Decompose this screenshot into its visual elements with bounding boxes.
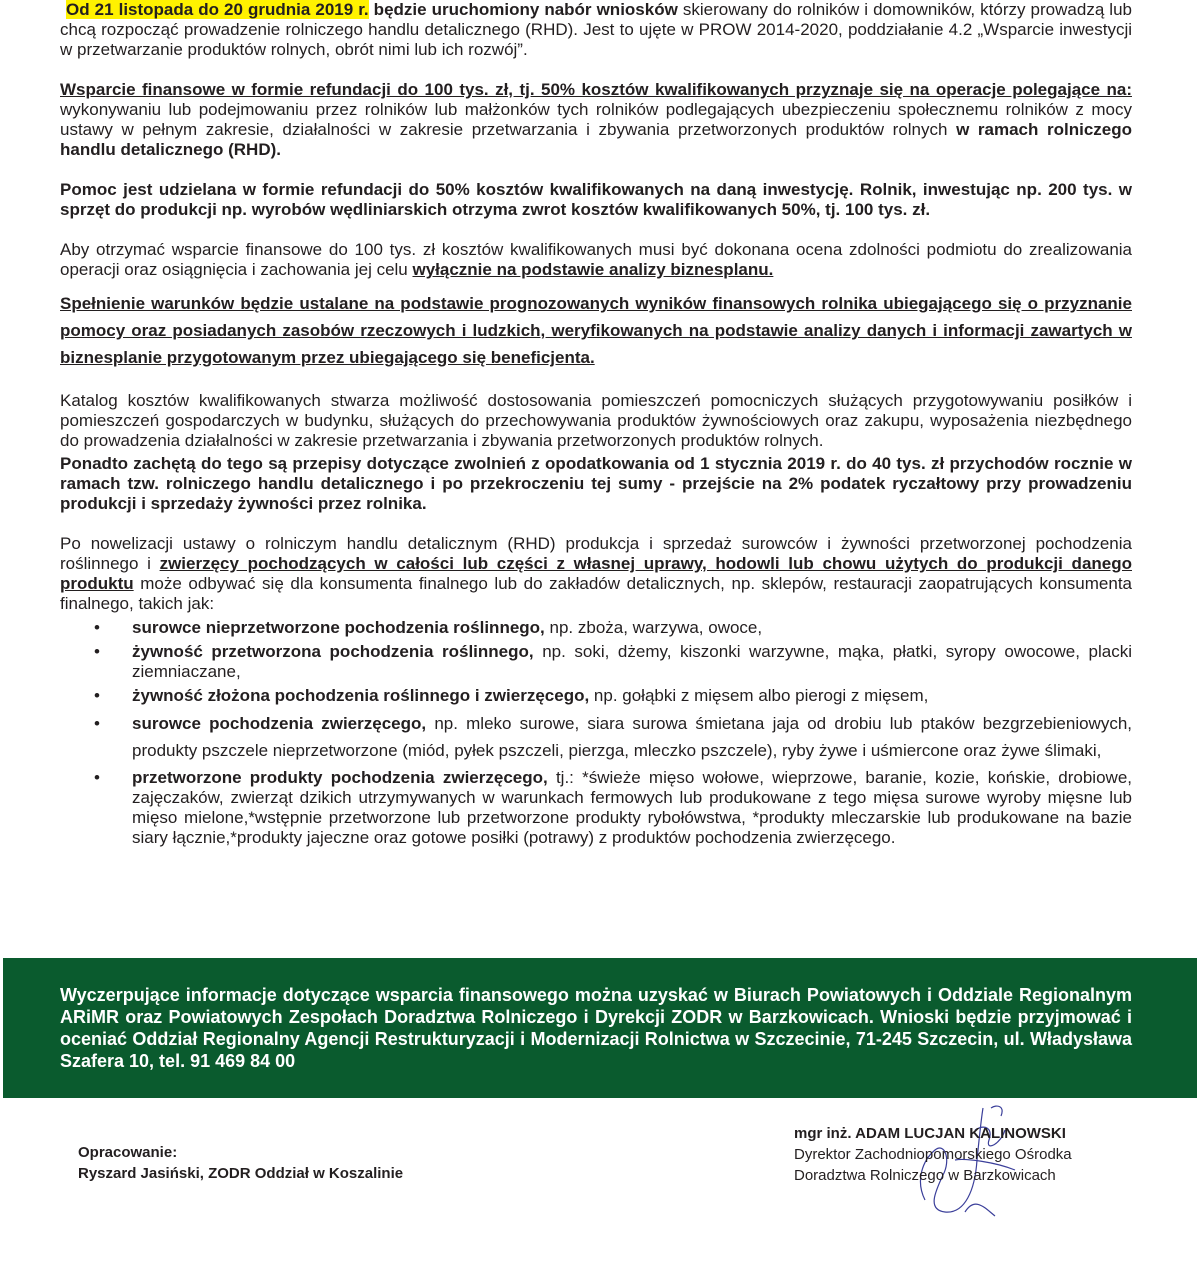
highlighted-dates: Od 21 listopada do 20 grudnia 2019 r. [66, 0, 369, 19]
list-item-text: np. soki, dżemy, kiszonki warzywne, mąka, płatki, syropy owocowe, placki ziemniaczane, [132, 642, 1132, 681]
paragraph-refund: Pomoc jest udzielana w formie refundacji do 50% kosztów kwalifikowanych na daną inwestycję. Rolnik, inwestując np. 200 tys. w sprzęt do produkcji np. wyrobów wędliniarskich otrzyma zwrot kosztów kwalifikowanych 50%, tj. 100 tys. zł. [60, 180, 1132, 219]
list-item-bold: przetworzone produkty pochodzenia zwierzęcego, [132, 768, 548, 787]
amendment-animal: zwierzęcy pochodzących w całości lub części z własnej uprawy, hodowli lub chowu użytych do produkcji danego produktu [60, 554, 1132, 593]
paragraph-funding [60, 80, 1132, 160]
list-item-text: np. zboża, warzywa, owoce, [544, 618, 763, 637]
signer-title-line1: Dyrektor Zachodniopomorskiego Ośrodka [794, 1146, 1072, 1163]
list-item-bold: surowce nieprzetworzone pochodzenia roślinnego, [132, 618, 545, 637]
bullet-icon: • [94, 768, 100, 787]
funding-text: wykonywaniu lub podejmowaniu przez rolników lub małżonków tych rolników podlegających ubezpieczeniu społecznemu rolników z mocy ustawy w pełnym zakresie, działalności w zakresie przetwarzania i zbywania przetworzonych produktów rolnych [60, 100, 1132, 139]
list-item [60, 686, 1132, 706]
intro-text: skierowany do rolników i domowników, którzy prowadzą lub chcą rozpocząć prowadzenie rolniczego handlu detalicznego (RHD). Jest to ujęte w PROW 2014-2020, poddziałanie 4.2 „Wsparcie inwestycji w przetwarzanie produktów rolnych, obrót nimi lub ich rozwój”. [60, 0, 1132, 59]
bullet-icon: • [94, 642, 100, 661]
info-banner-text: Wyczerpujące informacje dotyczące wsparcia finansowego można uzyskać w Biurach Powiatowych i Oddziale Regionalnym ARiMR oraz Powiatowych Zespołach Doradztwa Rolniczego i Dyrekcji ZODR w Barzkowicach. Wnioski będzie przyjmować i oceniać Oddział Regionalny Agencji Restrukturyzacji i Modernizacji Rolnictwa w Szczecinie, 71-245 Szczecin, ul. Władysława Szafera 10, tel. 91 469 84 00 [60, 985, 1132, 1071]
assessment-business-plan: wyłącznie na podstawie analizy biznesplanu. [412, 260, 774, 279]
list-item-text: np. mleko surowe, siara surowa śmietana jaja od drobiu lub ptaków bezgrzebieniowych, produkty pszczele nieprzetworzone (miód, pyłek pszczeli, pierzga, mleczko pszczele), ryby żywe i uśmiercone oraz żywe ślimaki, [132, 714, 1133, 760]
list-item [60, 768, 1132, 848]
list-item-bold: żywność złożona pochodzenia roślinnego i zwierzęcego, [132, 686, 590, 705]
list-item [60, 642, 1132, 682]
signer-title-line2: Doradztwa Rolniczego w Barzkowicach [794, 1167, 1056, 1184]
assessment-text: Aby otrzymać wsparcie finansowe do 100 tys. zł kosztów kwalifikowanych musi być dokonana ocena zdolności podmiotu do zrealizowania operacji oraz osiągnięcia i zachowania jej celu [60, 240, 1132, 279]
products-list [60, 618, 1132, 848]
paragraph-catalog: Katalog kosztów kwalifikowanych stwarza możliwość dostosowania pomieszczeń pomocniczych służących przygotowywaniu posiłków i pomieszczeń gospodarczych w budynku, służących do przechowywania produktów żywnościowych oraz zakupu, wyposażenia niezbędnego do prowadzenia działalności w zakresie przetwarzania i zbywania przetworzonych produktów rolnych. [60, 391, 1132, 450]
list-item-bold: żywność przetworzona pochodzenia roślinnego, [132, 642, 534, 661]
intro-bold: będzie uruchomiony nabór wniosków [368, 0, 678, 19]
paragraph-assessment [60, 240, 1132, 280]
list-item-bold: surowce pochodzenia zwierzęcego, [132, 714, 427, 733]
signer-name: mgr inż. ADAM LUCJAN KALINOWSKI [794, 1125, 1066, 1142]
list-item-text: tj.: *świeże mięso wołowe, wieprzowe, baranie, kozie, końskie, drobiowe, zajęczaków, zwierząt dzikich utrzymywanych w warunkach fermowych lub produkowane z tego mięsa surowe wyroby mięsne lub mięso mielone,*wstępnie przetworzone lub przetworzone produkty rybołówstwa, *produkty mleczarskie lub produkowane na bazie siary łącznie,*produkty jajeczne oraz gotowe posiłki (potrawy) z produktów pochodzenia zwierzęcego. [132, 768, 1132, 847]
list-item-text: np. gołąbki z mięsem albo pierogi z mięsem, [589, 686, 929, 705]
author-label: Opracowanie: [78, 1144, 178, 1161]
bullet-icon: • [94, 618, 100, 637]
signer-block [794, 1123, 1072, 1186]
paragraph-amendment [60, 534, 1132, 614]
author-name: Ryszard Jasiński, ZODR Oddział w Koszalinie [78, 1165, 404, 1182]
info-banner [3, 958, 1197, 1098]
author-block [78, 1142, 403, 1184]
list-item [60, 618, 1132, 638]
funding-heading: Wsparcie finansowe w formie refundacji do 100 tys. zł, tj. 50% kosztów kwalifikowanych przyznaje się na operacje polegające na: [60, 80, 1132, 99]
amendment-text-end: może odbywać się dla konsumenta finalnego lub do zakładów detalicznych, np. sklepów, restauracji zaopatrujących konsumenta finalnego, takich jak: [60, 574, 1132, 613]
amendment-text: Po nowelizacji ustawy o rolniczym handlu detalicznym (RHD) produkcja i sprzedaż surowców i żywności przetworzonej pochodzenia roślinnego i [60, 534, 1132, 573]
list-item [60, 710, 1132, 764]
bullet-icon: • [94, 686, 100, 705]
paragraph-conditions: Spełnienie warunków będzie ustalane na podstawie prognozowanych wyników finansowych rolnika ubiegającego się o przyznanie pomocy oraz posiadanych zasobów rzeczowych i ludzkich, weryfikowanych na podstawie analizy danych i informacji zawartych w biznesplanie przygotowanym przez ubiegającego się beneficjenta. [60, 294, 1132, 367]
document-body [60, 0, 1132, 852]
funding-rhd: w ramach rolniczego handlu detalicznego (RHD). [60, 120, 1132, 159]
paragraph-intro [60, 0, 1132, 60]
paragraph-tax: Ponadto zachętą do tego są przepisy dotyczące zwolnień z opodatkowania od 1 stycznia 2019 r. do 40 tys. zł przychodów rocznie w ramach tzw. rolniczego handlu detalicznego i po przekroczeniu tej sumy - przejście na 2% podatek ryczałtowy przy prowadzeniu produkcji i sprzedaży żywności przez rolnika. [60, 454, 1132, 513]
bullet-icon: • [94, 714, 100, 733]
